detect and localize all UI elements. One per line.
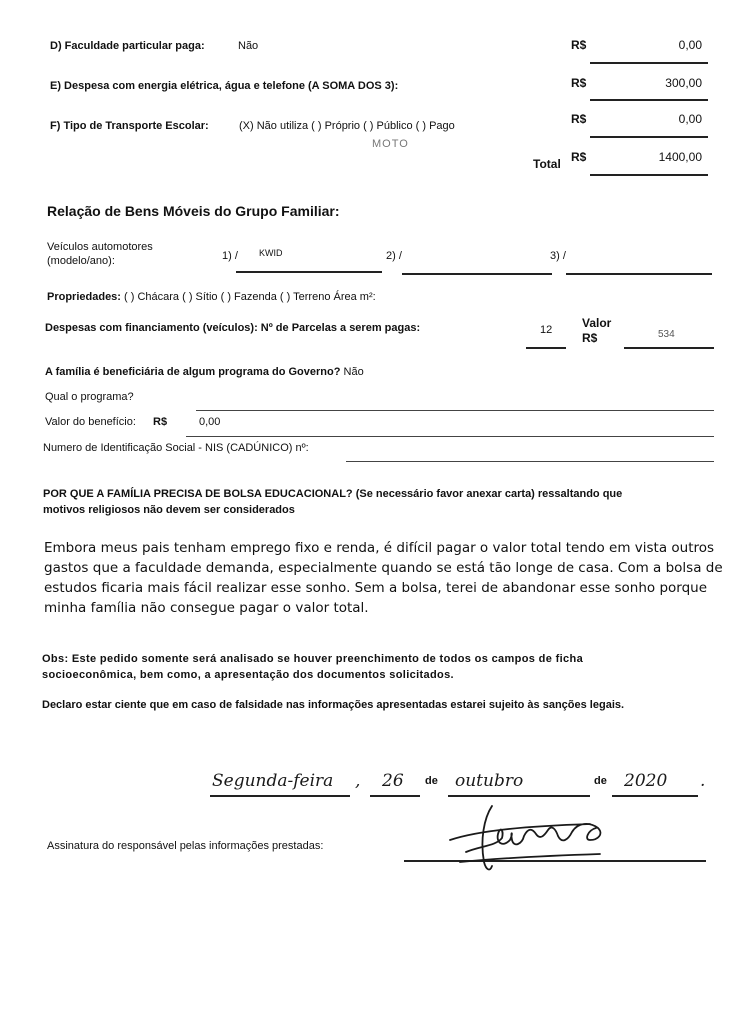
properties-row [47,291,376,303]
vehicle-3-prefix: 3) / [550,250,566,262]
properties-options: ( ) Chácara ( ) Sítio ( ) Fazenda ( ) Terreno Área m²: [124,291,376,303]
date-de-2: de [594,775,607,787]
nis-line [346,461,714,462]
justification-answer-line3: estudos ficaria mais fácil realizar esse sonho. Sem a bolsa, terei de abandonar esse sonho porque [44,580,708,596]
financing-installments: 12 [540,324,553,336]
energia-currency: R$ [571,76,587,90]
financing-label: Despesas com financiamento (veículos): Nº de Parcelas a serem pagas: [45,322,421,334]
transporte-options: (X) Não utiliza ( ) Próprio ( ) Público ( ) Pago [239,120,455,132]
date-month: outubro [455,771,524,791]
vehicle-3-line [566,273,712,275]
program-label: Qual o programa? [45,391,134,403]
benefit-line [186,436,714,437]
date-weekday: Segunda-feira [212,771,334,791]
date-month-line [448,795,590,797]
total-currency: R$ [571,150,587,164]
justification-question-line2: motivos religiosos não devem ser considerados [43,504,295,516]
transporte-currency: R$ [571,112,587,126]
total-value-line [590,174,708,176]
date-year: 2020 [624,771,668,791]
handwritten-signature [440,800,620,880]
properties-label: Propriedades: [47,291,121,303]
total-label: Total [533,157,561,171]
financing-value-label-1: Valor [582,316,612,330]
total-value: 1400,00 [658,150,702,164]
date-de-1: de [425,775,438,787]
faculdade-value-line [590,62,708,64]
gov-question: A família é beneficiária de algum programa do Governo? [45,366,341,378]
vehicle-1-prefix: 1) / [222,250,238,262]
financing-value-label-2: R$ [582,331,598,345]
energia-label: E) Despesa com energia elétrica, água e telefone (A SOMA DOS 3): [50,80,399,92]
financing-installments-line [526,347,566,349]
transporte-label: F) Tipo de Transporte Escolar: [50,120,209,132]
date-year-line [612,795,698,797]
transporte-value: 0,00 [678,112,702,126]
faculdade-label: D) Faculdade particular paga: [50,40,205,52]
date-weekday-line [210,795,350,797]
transporte-stray-mark: MOTO [372,138,409,150]
vehicles-label-line2: (modelo/ano): [47,255,115,267]
vehicle-2-line [402,273,552,275]
energia-value: 300,00 [665,76,702,90]
date-day-line [370,795,420,797]
gov-answer: Não [343,366,364,378]
financing-value: 534 [658,329,675,340]
faculdade-currency: R$ [571,38,587,52]
vehicle-1-value: KWID [259,248,283,258]
date-day: 26 [382,771,404,791]
obs-line1: Obs: Este pedido somente será analisado se houver preenchimento de todos os campos de ficha [42,653,584,665]
justification-question-line1: POR QUE A FAMÍLIA PRECISA DE BOLSA EDUCACIONAL? (Se necessário favor anexar carta) ressaltando que [43,488,623,500]
justification-answer-line1: Embora meus pais tenham emprego fixo e renda, é difícil pagar o valor total tendo em vista outros [44,540,715,556]
program-line [196,410,714,411]
benefit-value: 0,00 [199,416,221,428]
justification-answer-line4: minha família não consegue pagar o valor total. [44,600,369,616]
vehicles-label-line1: Veículos automotores [47,241,153,253]
benefit-currency: R$ [153,416,168,428]
vehicle-1-line [236,271,382,273]
assets-title: Relação de Bens Móveis do Grupo Familiar: [47,203,340,219]
energia-value-line [590,99,708,101]
transporte-value-line [590,136,708,138]
declaration: Declaro estar ciente que em caso de falsidade nas informações apresentadas estarei sujeito às sanções legais. [42,699,625,711]
vehicle-2-prefix: 2) / [386,250,402,262]
gov-question-row [45,366,364,378]
nis-label: Numero de Identificação Social - NIS (CADÚNICO) nº: [43,442,309,454]
justification-answer-line2: gastos que a faculdade demanda, especialmente quando se está tão longe de casa. Com a bolsa de [44,560,723,576]
faculdade-value: 0,00 [678,38,702,52]
financing-value-line [624,347,714,349]
obs-line2: socioeconômica, bem como, a apresentação dos documentos solicitados. [42,669,454,681]
signature-label: Assinatura do responsável pelas informações prestadas: [47,840,324,852]
benefit-label: Valor do benefício: [45,416,136,428]
faculdade-answer: Não [238,40,259,52]
